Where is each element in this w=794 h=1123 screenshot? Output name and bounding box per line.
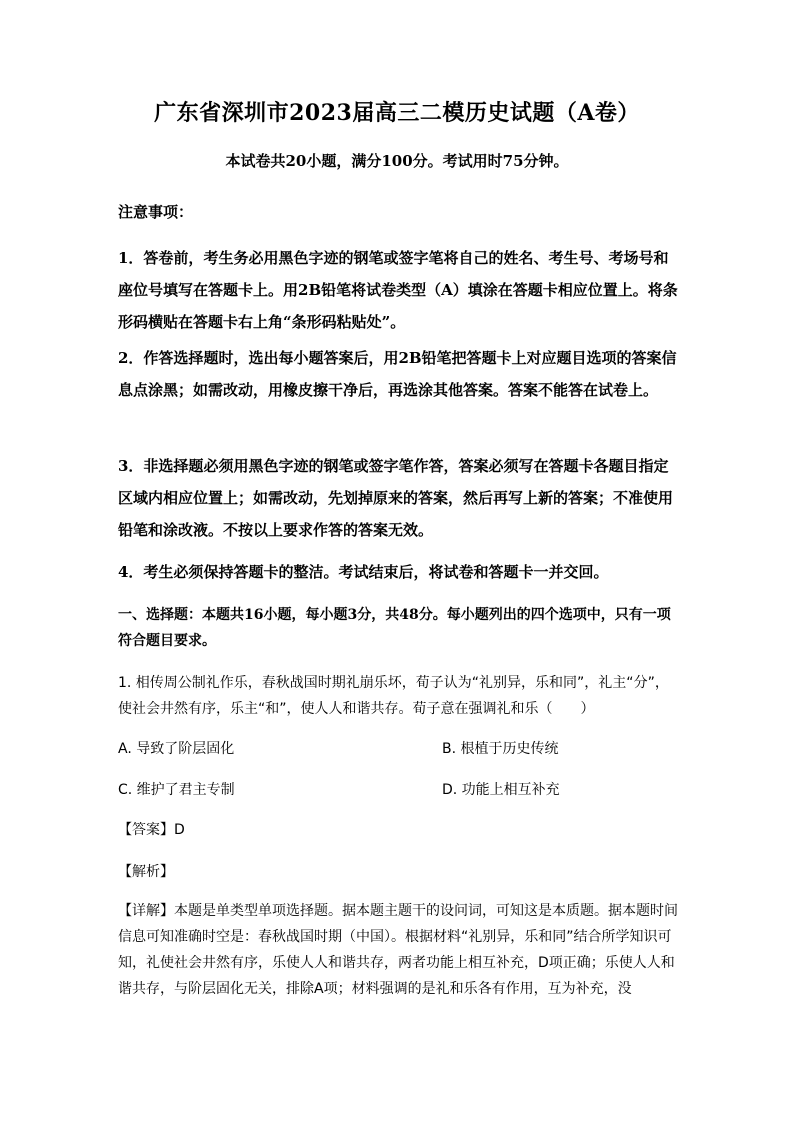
- option-b: B. 根植于历史传统: [442, 741, 559, 757]
- notice-heading: 注意事项：: [118, 203, 194, 221]
- exam-info: 本试卷共20小题，满分100分。考试用时75分钟。: [225, 152, 569, 170]
- notice-item-2: 2．作答选择题时，选出每小题答案后，用2B铅笔把答题卡上对应题目选项的答案信息点涂黑；如需改动，用橡皮擦干净后，再选涂其他答案。答案不能答在试卷上。: [118, 349, 677, 399]
- answer-line: 【答案】D: [118, 822, 185, 838]
- option-d: D. 功能上相互补充: [442, 782, 560, 798]
- analysis-text: 【详解】本题是单类型单项选择题。据本题主题干的设问词，可知这是本质题。据本题时间信息可知准确时空是：春秋战国时期（中国）。根据材料“礼别异，乐和同”结合所学知识可知，礼使社会井然有序，乐使人人和谐共存，两者功能上相互补充，D项正确；乐使人人和谐共存，与阶层固化无关，排除A项；材料强调的是礼和乐各有作用，互为补充，没: [118, 903, 678, 997]
- notice-item-3: 3．非选择题必须用黑色字迹的钢笔或签字笔作答，答案必须写在答题卡各题目指定区域内相应位置上；如需改动，先划掉原来的答案，然后再写上新的答案；不准使用铅笔和涂改液。不按以上要求作答的答案无效。: [118, 457, 674, 539]
- question-stem: 1. 相传周公制礼作乐，春秋战国时期礼崩乐坏，荀子认为“礼别异，乐和同”，礼主“分”，使社会井然有序，乐主“和”，使人人和谐共存。荀子意在强调礼和乐（ ）: [118, 675, 669, 717]
- page-title: 广东省深圳市2023届高三二模历史试题（A卷）: [154, 100, 640, 126]
- notice-item-1: 1．答卷前，考生务必用黑色字迹的钢笔或签字笔将自己的姓名、考生号、考场号和座位号填写在答题卡上。用2B铅笔将试卷类型（A）填涂在答题卡相应位置上。将条形码横贴在答题卡右上角“条形码粘贴处”。: [118, 249, 678, 331]
- section-heading: 一、选择题：本题共16小题，每小题3分，共48分。每小题列出的四个选项中，只有一项符合题目要求。: [118, 607, 671, 649]
- option-a: A. 导致了阶层固化: [118, 741, 235, 757]
- option-c: C. 维护了君主专制: [118, 782, 235, 798]
- analysis-label: 【解析】: [118, 864, 174, 880]
- notice-item-4: 4．考生必须保持答题卡的整洁。考试结束后，将试卷和答题卡一并交回。: [118, 563, 609, 581]
